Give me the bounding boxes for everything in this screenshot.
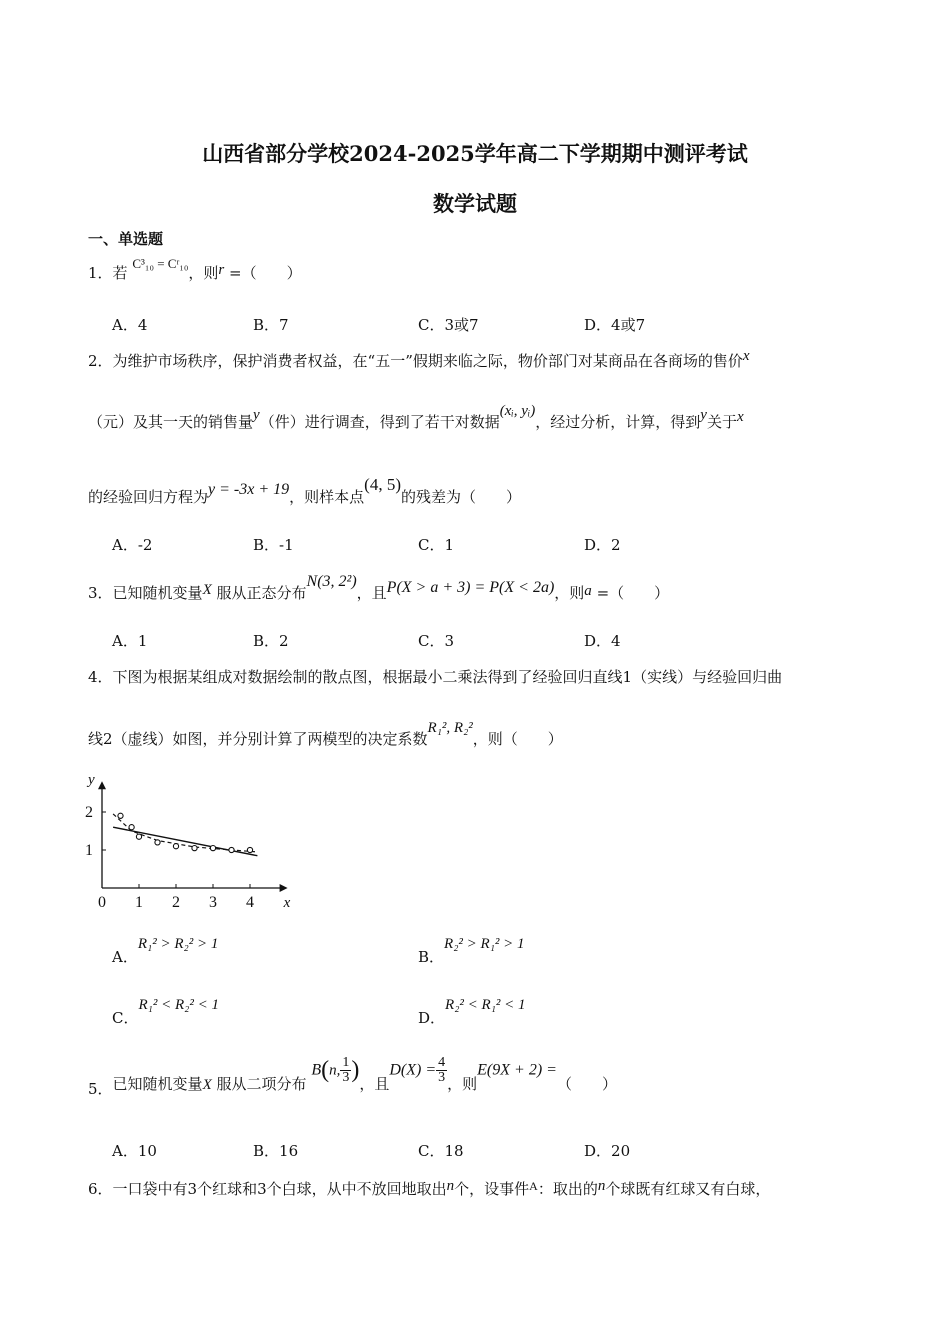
question-5 xyxy=(88,1056,617,1100)
scatter-point xyxy=(129,825,134,830)
math-variable: n, xyxy=(329,1062,341,1079)
combination-equation: C³₁₀ = Cʳ₁₀ xyxy=(132,256,189,271)
variance-expression: D(X) = xyxy=(389,1061,437,1079)
option-label: C． xyxy=(112,1009,139,1027)
question-number: 1． xyxy=(88,264,113,282)
option-a[interactable]: A．10 xyxy=(112,1142,157,1160)
question-text: （件）进行调查，得到了若干对数据 xyxy=(259,413,500,431)
y-axis-label: y xyxy=(88,775,95,789)
question-text: 下图为根据某组成对数据绘制的散点图，根据最小二乘法得到了经验回归直线1（实线）与经验回归曲 xyxy=(112,668,783,686)
math-variable: n xyxy=(446,1178,455,1194)
question-number: 2． xyxy=(88,352,113,370)
scatter-point xyxy=(173,844,178,849)
option-math: R₁² > R₂² > 1 xyxy=(137,936,219,952)
option-c[interactable]: C．1 xyxy=(418,536,455,554)
option-d[interactable]: D．4 xyxy=(584,632,621,650)
left-paren: ( xyxy=(321,1057,330,1083)
question-6 xyxy=(88,1178,770,1199)
question-text: 若 xyxy=(112,264,128,282)
math-variable: x xyxy=(736,409,744,425)
section-heading: 一、单选题 xyxy=(88,230,164,248)
question-text: 服从正态分布 xyxy=(216,584,307,602)
numerator: 4 xyxy=(438,1055,446,1070)
option-b[interactable]: B．-1 xyxy=(253,536,294,554)
scatter-point xyxy=(229,847,234,852)
question-text: 服从二项分布 xyxy=(216,1074,307,1093)
x-tick-label: 4 xyxy=(246,894,254,911)
scatter-point xyxy=(118,813,123,818)
question-number: 4． xyxy=(88,668,113,686)
y-tick-label: 2 xyxy=(85,804,93,821)
question-4-line-1 xyxy=(88,666,782,687)
x-axis-label: x xyxy=(283,895,291,911)
normal-distribution: N(3, 2²) xyxy=(306,573,357,590)
option-math: R₂² > R₁² > 1 xyxy=(444,936,525,952)
question-2-line-1 xyxy=(88,350,750,371)
scatter-point xyxy=(136,834,141,839)
question-number: 3． xyxy=(88,584,113,602)
scatter-point xyxy=(155,840,160,845)
regression-curve-2 xyxy=(113,814,257,852)
question-2-line-2 xyxy=(88,403,744,432)
fraction-four-thirds xyxy=(436,1056,447,1085)
question-text: =（ ） xyxy=(229,264,302,282)
math-variable: y xyxy=(700,407,707,423)
question-text: ，则 xyxy=(554,584,585,602)
math-variable: n xyxy=(597,1178,606,1194)
data-pair: (xᵢ, yᵢ) xyxy=(499,403,536,419)
y-axis-arrow xyxy=(98,781,106,789)
option-d[interactable]: D．2 xyxy=(584,536,621,554)
scatter-point xyxy=(247,847,252,852)
question-text: ，则（ ） xyxy=(472,730,563,748)
math-variable: y xyxy=(253,407,260,423)
x-tick-label: 1 xyxy=(135,894,143,911)
sample-point: (4, 5) xyxy=(364,475,401,494)
option-label: B． xyxy=(418,948,445,966)
option-b[interactable]: B．7 xyxy=(253,316,289,334)
option-c[interactable]: C．3 xyxy=(418,632,455,650)
question-2-line-3 xyxy=(88,475,521,507)
question-text: （ ） xyxy=(556,1074,617,1093)
option-c[interactable] xyxy=(112,997,219,1028)
option-b[interactable]: B．2 xyxy=(253,632,289,650)
question-text: ：取出的 xyxy=(537,1180,598,1198)
x-tick-label: 3 xyxy=(209,894,217,911)
question-text: =（ ） xyxy=(596,584,670,602)
option-c[interactable]: C．18 xyxy=(418,1142,464,1160)
question-text: 已知随机变量 xyxy=(112,1074,203,1093)
regression-line-1 xyxy=(113,827,257,856)
option-label: A． xyxy=(112,948,138,966)
expectation-expression: E(9X + 2) = xyxy=(477,1061,557,1079)
question-1 xyxy=(88,256,302,283)
math-variable: a xyxy=(584,583,592,599)
scatter-chart xyxy=(80,775,300,915)
denominator: 3 xyxy=(342,1070,350,1085)
determination-coefficients: R₁², R₂² xyxy=(427,720,473,736)
math-variable: X xyxy=(202,1076,212,1093)
option-a[interactable]: A．4 xyxy=(112,316,148,334)
question-text: 关于 xyxy=(706,413,737,431)
question-number: 6． xyxy=(88,1180,113,1198)
x-tick-label: 0 xyxy=(98,894,106,911)
question-text: 为维护市场秩序，保护消费者权益，在“五一”假期来临之际，物价部门对某商品在各商场的售价 xyxy=(112,352,743,370)
question-text: ，则样本点 xyxy=(289,488,365,506)
math-variable: r xyxy=(218,262,225,278)
option-a[interactable]: A．1 xyxy=(112,632,148,650)
x-tick-label: 2 xyxy=(172,894,180,911)
math-variable: X xyxy=(202,582,212,598)
probability-condition: P(X > a + 3) = P(X < 2a) xyxy=(386,579,555,596)
right-paren: ) xyxy=(351,1057,360,1083)
option-b[interactable]: B．16 xyxy=(253,1142,299,1160)
question-text: 个球既有红球又有白球， xyxy=(605,1180,771,1198)
option-b[interactable] xyxy=(418,936,525,967)
question-text: ，且 xyxy=(356,584,387,602)
option-d[interactable]: D．20 xyxy=(584,1142,631,1160)
option-d[interactable] xyxy=(418,997,526,1028)
math-variable: x xyxy=(742,348,750,364)
question-text: ，则 xyxy=(188,264,219,282)
question-text: 线2（虚线）如图，并分别计算了两模型的决定系数 xyxy=(88,730,428,748)
question-text: ，且 xyxy=(359,1074,390,1093)
binomial-symbol: B xyxy=(311,1061,322,1079)
question-4-line-2 xyxy=(88,720,563,749)
option-d[interactable]: D．4或7 xyxy=(584,316,646,334)
option-math: R₂² < R₁² < 1 xyxy=(445,997,526,1013)
option-a[interactable]: A．-2 xyxy=(112,536,153,554)
x-axis-arrow xyxy=(280,884,288,892)
option-math: R₁² < R₂² < 1 xyxy=(138,997,219,1013)
question-text: 的经验回归方程为 xyxy=(88,488,209,506)
question-text: ，经过分析，计算，得到 xyxy=(535,413,701,431)
scatter-point xyxy=(210,846,215,851)
page-subtitle: 数学试题 xyxy=(433,191,517,216)
y-tick-label: 1 xyxy=(85,842,93,859)
denominator: 3 xyxy=(438,1070,446,1085)
question-number: 5． xyxy=(88,1080,113,1098)
question-3 xyxy=(88,573,670,603)
question-text: 的残差为（ ） xyxy=(400,488,521,506)
scatter-point xyxy=(192,846,197,851)
question-text: ，则 xyxy=(447,1074,478,1093)
question-text: （元）及其一天的销售量 xyxy=(88,413,254,431)
question-text: 一口袋中有3个红球和3个白球，从中不放回地取出 xyxy=(112,1180,447,1198)
fraction-one-third xyxy=(340,1056,351,1085)
numerator: 1 xyxy=(342,1055,350,1070)
question-text: 已知随机变量 xyxy=(112,584,203,602)
option-a[interactable] xyxy=(112,936,219,967)
question-text: 个，设事件 xyxy=(454,1180,530,1198)
regression-equation: y = -3x + 19 xyxy=(208,481,290,498)
event-symbol: A xyxy=(529,1179,538,1193)
option-label: D． xyxy=(418,1009,446,1027)
page-title: 山西省部分学校2024-2025学年高二下学期期中测评考试 xyxy=(202,141,748,166)
option-c[interactable]: C．3或7 xyxy=(418,316,479,334)
